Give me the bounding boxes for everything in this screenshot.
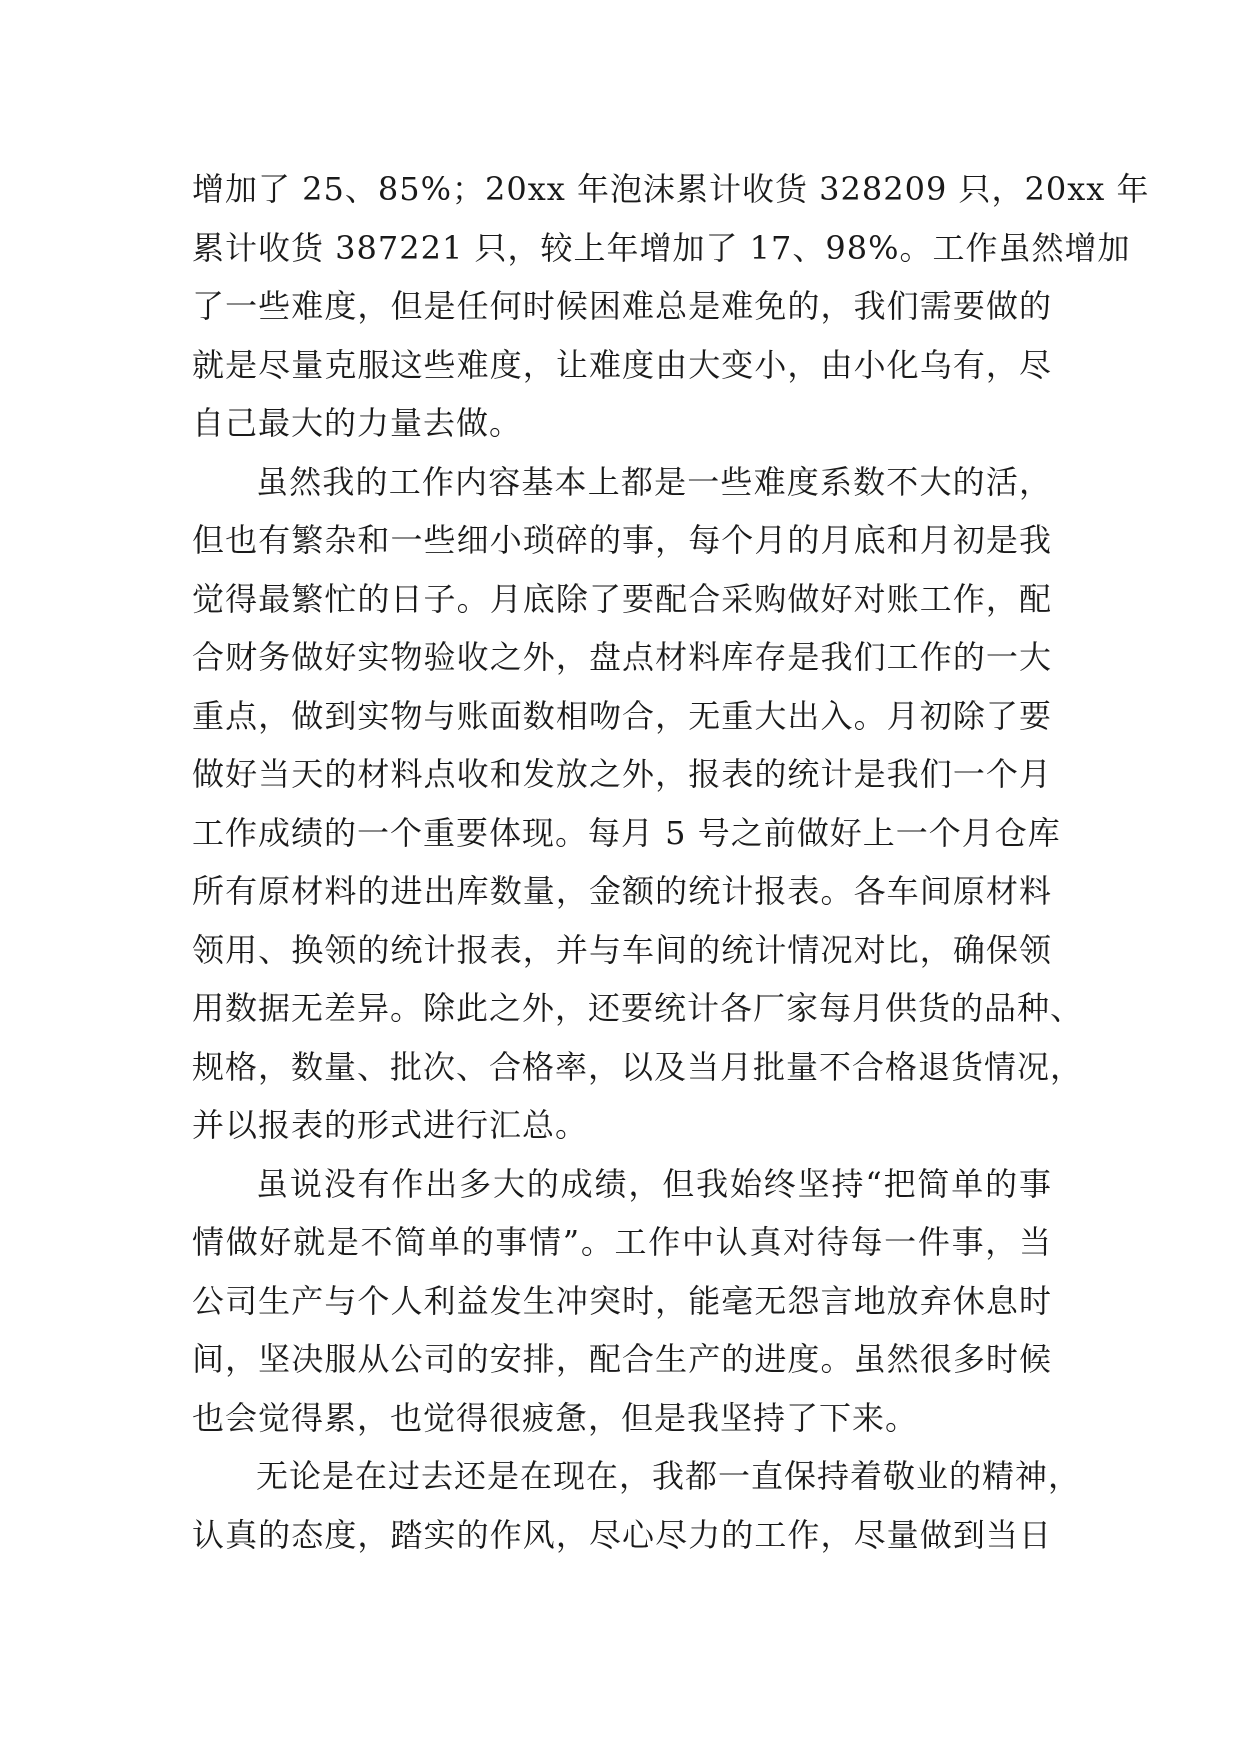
text-line: 就是尽量克服这些难度，让难度由大变小，由小化乌有，尽 — [192, 345, 1052, 384]
text-line: 情做好就是不简单的事情”。工作中认真对待每一件事，当 — [192, 1223, 1052, 1261]
text-line: 间，坚决服从公司的安排，配合生产的进度。虽然很多时候 — [192, 1340, 1052, 1378]
text-line: 自己最大的力量去做。 — [192, 404, 523, 442]
document-body — [192, 160, 1150, 1564]
text-line: 合财务做好实物验收之外，盘点材料库存是我们工作的一大 — [192, 638, 1052, 676]
text-line: 无论是在过去还是在现在，我都一直保持着敬业的精神， — [256, 1457, 1082, 1495]
paragraph — [192, 160, 1150, 453]
text-line: 但也有繁杂和一些细小琐碎的事，每个月的月底和月初是我 — [192, 521, 1052, 559]
paragraph — [192, 453, 1084, 1155]
text-line: 增加了 25、85%；20xx 年泡沫累计收货 328209 只，20xx 年 — [192, 170, 1150, 208]
text-line: 规格，数量、批次、合格率，以及当月批量不合格退货情况， — [192, 1047, 1084, 1086]
text-line: 虽然我的工作内容基本上都是一些难度系数不大的活， — [256, 462, 1052, 501]
text-line: 累计收货 387221 只，较上年增加了 17、98%。工作虽然增加 — [192, 228, 1131, 267]
paragraph — [192, 1447, 1082, 1564]
text-line: 并以报表的形式进行汇总。 — [192, 1106, 589, 1144]
text-line: 认真的态度，踏实的作风，尽心尽力的工作，尽量做到当日 — [192, 1515, 1052, 1554]
text-line: 也会觉得累，也觉得很疲惫，但是我坚持了下来。 — [192, 1398, 919, 1437]
text-line: 重点，做到实物与账面数相吻合，无重大出入。月初除了要 — [192, 696, 1052, 735]
text-line: 工作成绩的一个重要体现。每月 5 号之前做好上一个月仓库 — [192, 813, 1061, 852]
paragraph — [192, 1155, 1052, 1448]
text-line: 领用、换领的统计报表，并与车间的统计情况对比，确保领 — [192, 930, 1052, 969]
text-line: 公司生产与个人利益发生冲突时，能毫无怨言地放弃休息时 — [192, 1281, 1052, 1320]
text-line: 虽说没有作出多大的成绩，但我始终坚持“把简单的事 — [256, 1164, 1052, 1203]
text-line: 了一些难度，但是任何时候困难总是难免的，我们需要做的 — [192, 287, 1052, 325]
text-line: 做好当天的材料点收和发放之外，报表的统计是我们一个月 — [192, 755, 1052, 793]
text-line: 所有原材料的进出库数量，金额的统计报表。各车间原材料 — [192, 872, 1052, 910]
text-line: 用数据无差异。除此之外，还要统计各厂家每月供货的品种、 — [192, 989, 1084, 1027]
text-line: 觉得最繁忙的日子。月底除了要配合采购做好对账工作，配 — [192, 579, 1052, 618]
